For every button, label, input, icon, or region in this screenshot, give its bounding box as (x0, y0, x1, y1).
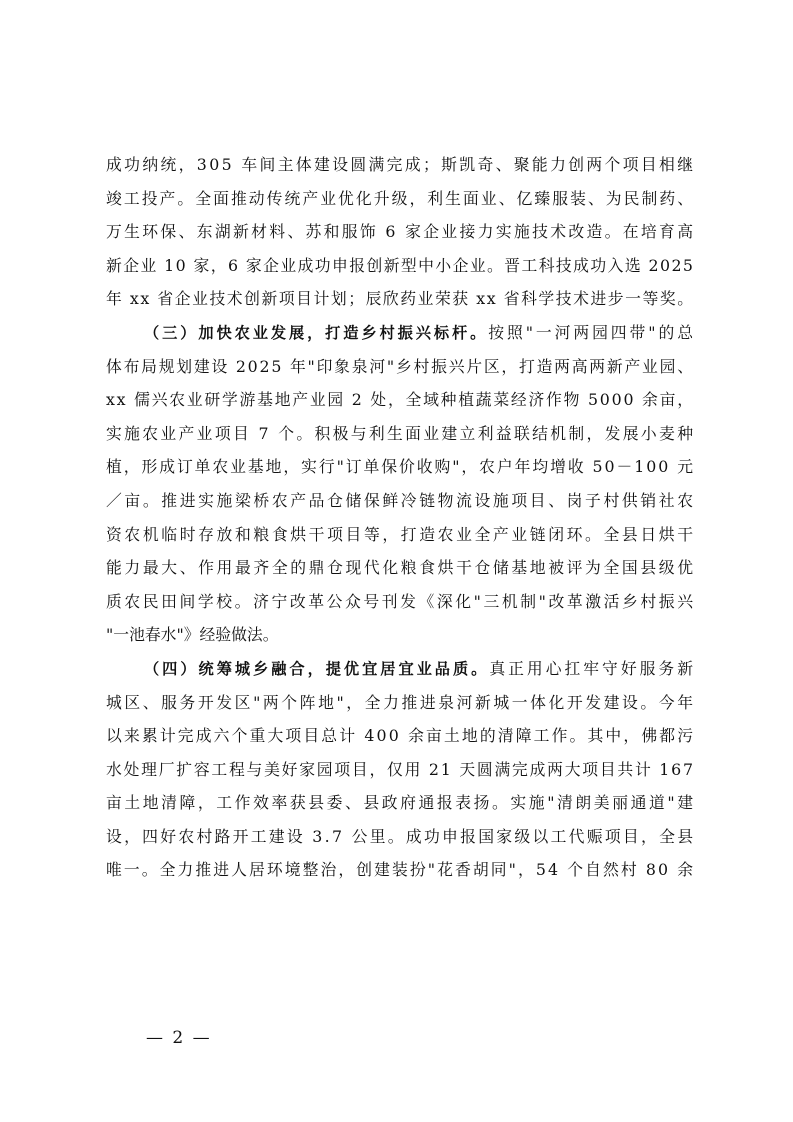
line-text: 竣工投产。全面推动传统产业优化升级，利生面业、亿臻服装、为民制药、 (106, 188, 696, 208)
line-text: 体布局规划建设 2025 年"印象泉河"乡村振兴片区，打造两高两新产业园、 (106, 356, 695, 376)
text-line (106, 551, 696, 585)
section-heading: （四）统筹城乡融合，提优宜居宜业品质。 (144, 659, 490, 678)
line-text: 真正用心扛牢守好服务新 (489, 658, 696, 678)
line-text: ／亩。推进实施梁桥农产品仓储保鲜冷链物流设施项目、岗子村供销社农 (106, 490, 696, 510)
text-line (106, 786, 696, 820)
line-text: 年 xx 省企业技术创新项目计划；辰欣药业荣获 xx 省科学技术进步一等奖。 (106, 289, 695, 309)
section-heading-line (106, 316, 696, 350)
text-line (106, 719, 696, 753)
text-line (106, 853, 696, 887)
text-line (106, 585, 696, 619)
text-line (106, 450, 693, 484)
text-line (106, 618, 693, 652)
line-text: "一池春水"》经验做法。 (106, 625, 279, 645)
text-line (106, 753, 693, 787)
body-text (106, 148, 696, 887)
text-line (106, 182, 696, 216)
line-text: 唯一。全力推进人居环境整治，创建装扮"花香胡同"，54 个自然村 80 余 (106, 860, 696, 880)
line-text: 新企业 10 家，6 家企业成功申报创新型中小企业。晋工科技成功入选 2025 (106, 255, 695, 275)
line-text: 设，四好农村路开工建设 3.7 公里。成功申报国家级以工代赈项目，全县 (106, 826, 696, 846)
text-line (106, 282, 693, 316)
section-heading-line (106, 652, 696, 686)
line-text: 亩土地清障，工作效率获县委、县政府通报表扬。实施"清朗美丽通道"建 (106, 793, 696, 813)
line-text: 万生环保、东湖新材料、苏和服饰 6 家企业接力实施技术改造。在培育高 (106, 222, 696, 242)
line-text: 按照"一河两园四带"的总 (488, 322, 696, 342)
line-text: 能力最大、作用最齐全的鼎仓现代化粮食烘干仓储基地被评为全国县级优 (106, 558, 696, 578)
line-text: 质农民田间学校。济宁改革公众号刊发《深化"三机制"改革激活乡村振兴 (106, 591, 696, 611)
line-text: 成功纳统，305 车间主体建设圆满完成；斯凯奇、聚能力创两个项目相继 (106, 155, 696, 174)
line-text: 实施农业产业项目 7 个。积极与利生面业建立利益联结机制，发展小麦种 (106, 423, 696, 443)
line-text: 水处理厂扩容工程与美好家园项目，仅用 21 天圆满完成两大项目共计 167 (106, 759, 695, 779)
text-line (106, 383, 693, 417)
line-text: 城区、服务开发区"两个阵地"，全力推进泉河新城一体化开发建设。今年 (106, 692, 696, 712)
text-line (106, 215, 696, 249)
text-line (106, 484, 696, 518)
text-line (106, 686, 696, 720)
line-text: 资农机临时存放和粮食烘干项目等，打造农业全产业链闭环。全县日烘干 (106, 524, 696, 544)
section-heading: （三）加快农业发展，打造乡村振兴标杆。 (144, 323, 489, 342)
line-text: 以来累计完成六个重大项目总计 400 余亩土地的清障工作。其中，佛都污 (106, 726, 696, 746)
text-line (106, 820, 696, 854)
text-line (106, 518, 696, 552)
line-text: xx 儒兴农业研学游基地产业园 2 处，全域种植蔬菜经济作物 5000 余亩， (106, 390, 695, 410)
text-line (106, 249, 693, 283)
text-line (106, 417, 696, 451)
text-line (106, 350, 693, 384)
line-text: 植，形成订单农业基地，实行"订单保价收购"，农户年均增收 50－100 元 (106, 457, 695, 477)
text-line (106, 148, 696, 182)
page-number: — 2 — (146, 1028, 212, 1048)
